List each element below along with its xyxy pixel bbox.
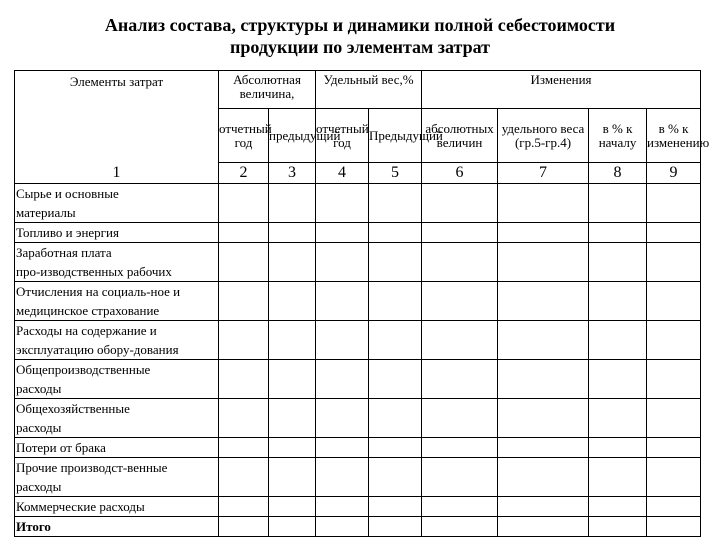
column-number: 9 (647, 163, 701, 184)
table-cell[interactable] (589, 458, 647, 497)
row-label-line: расходы (16, 479, 62, 494)
table-cell[interactable] (498, 243, 589, 282)
row-label (15, 282, 219, 321)
row-label (15, 184, 219, 223)
column-number-row (15, 163, 701, 184)
table-cell[interactable] (269, 282, 316, 321)
title-line-2: продукции по элементам затрат (229, 37, 491, 57)
table-cell[interactable] (498, 184, 589, 223)
title-line-1: Анализ состава, структуры и динамики полной себестоимости (104, 15, 616, 35)
table-cell[interactable] (422, 321, 498, 360)
column-number: 4 (316, 163, 369, 184)
table-cell[interactable] (647, 458, 701, 497)
row-label-line: Топливо и энергия (16, 225, 119, 240)
table-cell[interactable] (589, 438, 647, 458)
table-cell[interactable] (422, 517, 498, 537)
table-cell[interactable] (422, 223, 498, 243)
table-cell[interactable] (219, 399, 269, 438)
table-cell[interactable] (369, 517, 422, 537)
table-cell[interactable] (498, 497, 589, 517)
table-cell[interactable] (369, 458, 422, 497)
header-abs-values: абсолютных величин (422, 109, 498, 163)
row-label-line: Коммерческие расходы (16, 499, 145, 514)
table-cell[interactable] (316, 517, 369, 537)
column-number: 1 (15, 163, 219, 184)
table-cell[interactable] (647, 360, 701, 399)
table-cell[interactable] (369, 438, 422, 458)
column-number: 8 (589, 163, 647, 184)
table-cell[interactable] (269, 321, 316, 360)
table-cell[interactable] (498, 399, 589, 438)
column-number: 6 (422, 163, 498, 184)
row-label-line: расходы (16, 381, 62, 396)
row-label (15, 243, 219, 282)
table-row (15, 458, 701, 497)
table-cell[interactable] (647, 184, 701, 223)
row-label-line: материалы (16, 205, 76, 220)
table-cell[interactable] (589, 243, 647, 282)
table-row (15, 184, 701, 223)
table-cell[interactable] (316, 184, 369, 223)
table-cell[interactable] (219, 184, 269, 223)
table-cell[interactable] (498, 321, 589, 360)
table-cell[interactable] (589, 517, 647, 537)
header-absolute: Абсолютная величина, (219, 71, 316, 109)
table-row (15, 360, 701, 399)
column-number: 5 (369, 163, 422, 184)
table-cell[interactable] (498, 360, 589, 399)
row-label-line: Расходы на содержание и (16, 323, 157, 338)
table-cell[interactable] (369, 399, 422, 438)
row-label-line: Прочие производст-венные (16, 460, 168, 475)
row-label-line: Отчисления на социаль-ное и (16, 284, 181, 299)
header-elements: Элементы затрат (15, 71, 219, 163)
table-cell[interactable] (316, 321, 369, 360)
table-cell[interactable] (369, 184, 422, 223)
table-cell[interactable] (498, 438, 589, 458)
table-cell[interactable] (589, 360, 647, 399)
table-cell[interactable] (369, 360, 422, 399)
table-cell[interactable] (269, 517, 316, 537)
table-cell[interactable] (269, 438, 316, 458)
table-cell[interactable] (647, 223, 701, 243)
row-label-line: Сырье и основные (16, 186, 119, 201)
table-cell[interactable] (316, 243, 369, 282)
header-changes: Изменения (422, 71, 701, 109)
table-cell[interactable] (219, 360, 269, 399)
table-cell[interactable] (316, 223, 369, 243)
table-cell[interactable] (422, 360, 498, 399)
table-cell[interactable] (498, 282, 589, 321)
row-label (15, 321, 219, 360)
table-cell[interactable] (647, 321, 701, 360)
table-cell[interactable] (219, 282, 269, 321)
row-label (15, 497, 219, 517)
table-cell[interactable] (589, 223, 647, 243)
table-cell[interactable] (369, 497, 422, 517)
table-cell[interactable] (269, 184, 316, 223)
table-cell[interactable] (369, 243, 422, 282)
table-cell[interactable] (316, 458, 369, 497)
table-cell[interactable] (422, 497, 498, 517)
total-label: Итого (15, 517, 219, 537)
table-cell[interactable] (589, 497, 647, 517)
table-row (15, 223, 701, 243)
table-cell[interactable] (498, 223, 589, 243)
header-pct-change: в % к изменению (647, 109, 701, 163)
header-prev-year-abs: предыдущий (269, 109, 316, 163)
row-label-line: про-изводственных рабочих (16, 264, 172, 279)
header-pct-start: в % к началу (589, 109, 647, 163)
header-prev-year-share: Предыдущий (369, 109, 422, 163)
table-row (15, 243, 701, 282)
table-row (15, 321, 701, 360)
row-label (15, 360, 219, 399)
row-label (15, 223, 219, 243)
table-cell[interactable] (269, 243, 316, 282)
table-cell[interactable] (269, 223, 316, 243)
column-number: 3 (269, 163, 316, 184)
column-number: 2 (219, 163, 269, 184)
table-cell[interactable] (369, 282, 422, 321)
table-row (15, 497, 701, 517)
table-cell[interactable] (647, 282, 701, 321)
row-label-line: медицинское страхование (16, 303, 160, 318)
table-cell[interactable] (219, 458, 269, 497)
table-cell[interactable] (422, 399, 498, 438)
table-cell[interactable] (647, 438, 701, 458)
header-share: Удельный вес,% (316, 71, 422, 109)
table-cell[interactable] (422, 458, 498, 497)
table-cell[interactable] (316, 282, 369, 321)
table-cell[interactable] (589, 399, 647, 438)
table-cell[interactable] (316, 438, 369, 458)
table-cell[interactable] (589, 282, 647, 321)
table-row (15, 399, 701, 438)
table-cell[interactable] (219, 321, 269, 360)
table-cell[interactable] (369, 321, 422, 360)
table-cell[interactable] (647, 517, 701, 537)
table-cell[interactable] (269, 360, 316, 399)
row-label-line: эксплуатацию обору-дования (16, 342, 179, 357)
table-cell[interactable] (498, 517, 589, 537)
cost-analysis-table (14, 70, 710, 537)
table-cell[interactable] (219, 497, 269, 517)
table-cell[interactable] (422, 243, 498, 282)
table-cell[interactable] (219, 438, 269, 458)
table-cell[interactable] (647, 497, 701, 517)
table-cell[interactable] (316, 399, 369, 438)
row-label (15, 458, 219, 497)
table-cell[interactable] (422, 184, 498, 223)
table-cell[interactable] (219, 517, 269, 537)
table-cell[interactable] (647, 399, 701, 438)
page-title (40, 14, 680, 58)
header-report-year-abs: отчетный год (219, 109, 269, 163)
row-label (15, 438, 219, 458)
header-share-change: удельного веса (гр.5-гр.4) (498, 109, 589, 163)
table-cell[interactable] (269, 497, 316, 517)
row-label-line: Заработная плата (16, 245, 112, 260)
table-cell[interactable] (219, 223, 269, 243)
table-row (15, 282, 701, 321)
table-cell[interactable] (269, 458, 316, 497)
row-label-line: Общехозяйственные (16, 401, 130, 416)
column-number: 7 (498, 163, 589, 184)
table-cell[interactable] (498, 458, 589, 497)
table-cell[interactable] (422, 438, 498, 458)
table-row (15, 438, 701, 458)
table-cell[interactable] (369, 223, 422, 243)
total-row (15, 517, 701, 537)
row-label (15, 399, 219, 438)
table-cell[interactable] (589, 184, 647, 223)
table-cell[interactable] (316, 497, 369, 517)
table-cell[interactable] (647, 243, 701, 282)
row-label-line: Общепроизводственные (16, 362, 151, 377)
table-cell[interactable] (219, 243, 269, 282)
row-label-line: Потери от брака (16, 440, 106, 455)
table-cell[interactable] (422, 282, 498, 321)
row-label-line: расходы (16, 420, 62, 435)
header-report-year-share: отчетный год (316, 109, 369, 163)
table-cell[interactable] (589, 321, 647, 360)
table-cell[interactable] (269, 399, 316, 438)
table-cell[interactable] (316, 360, 369, 399)
